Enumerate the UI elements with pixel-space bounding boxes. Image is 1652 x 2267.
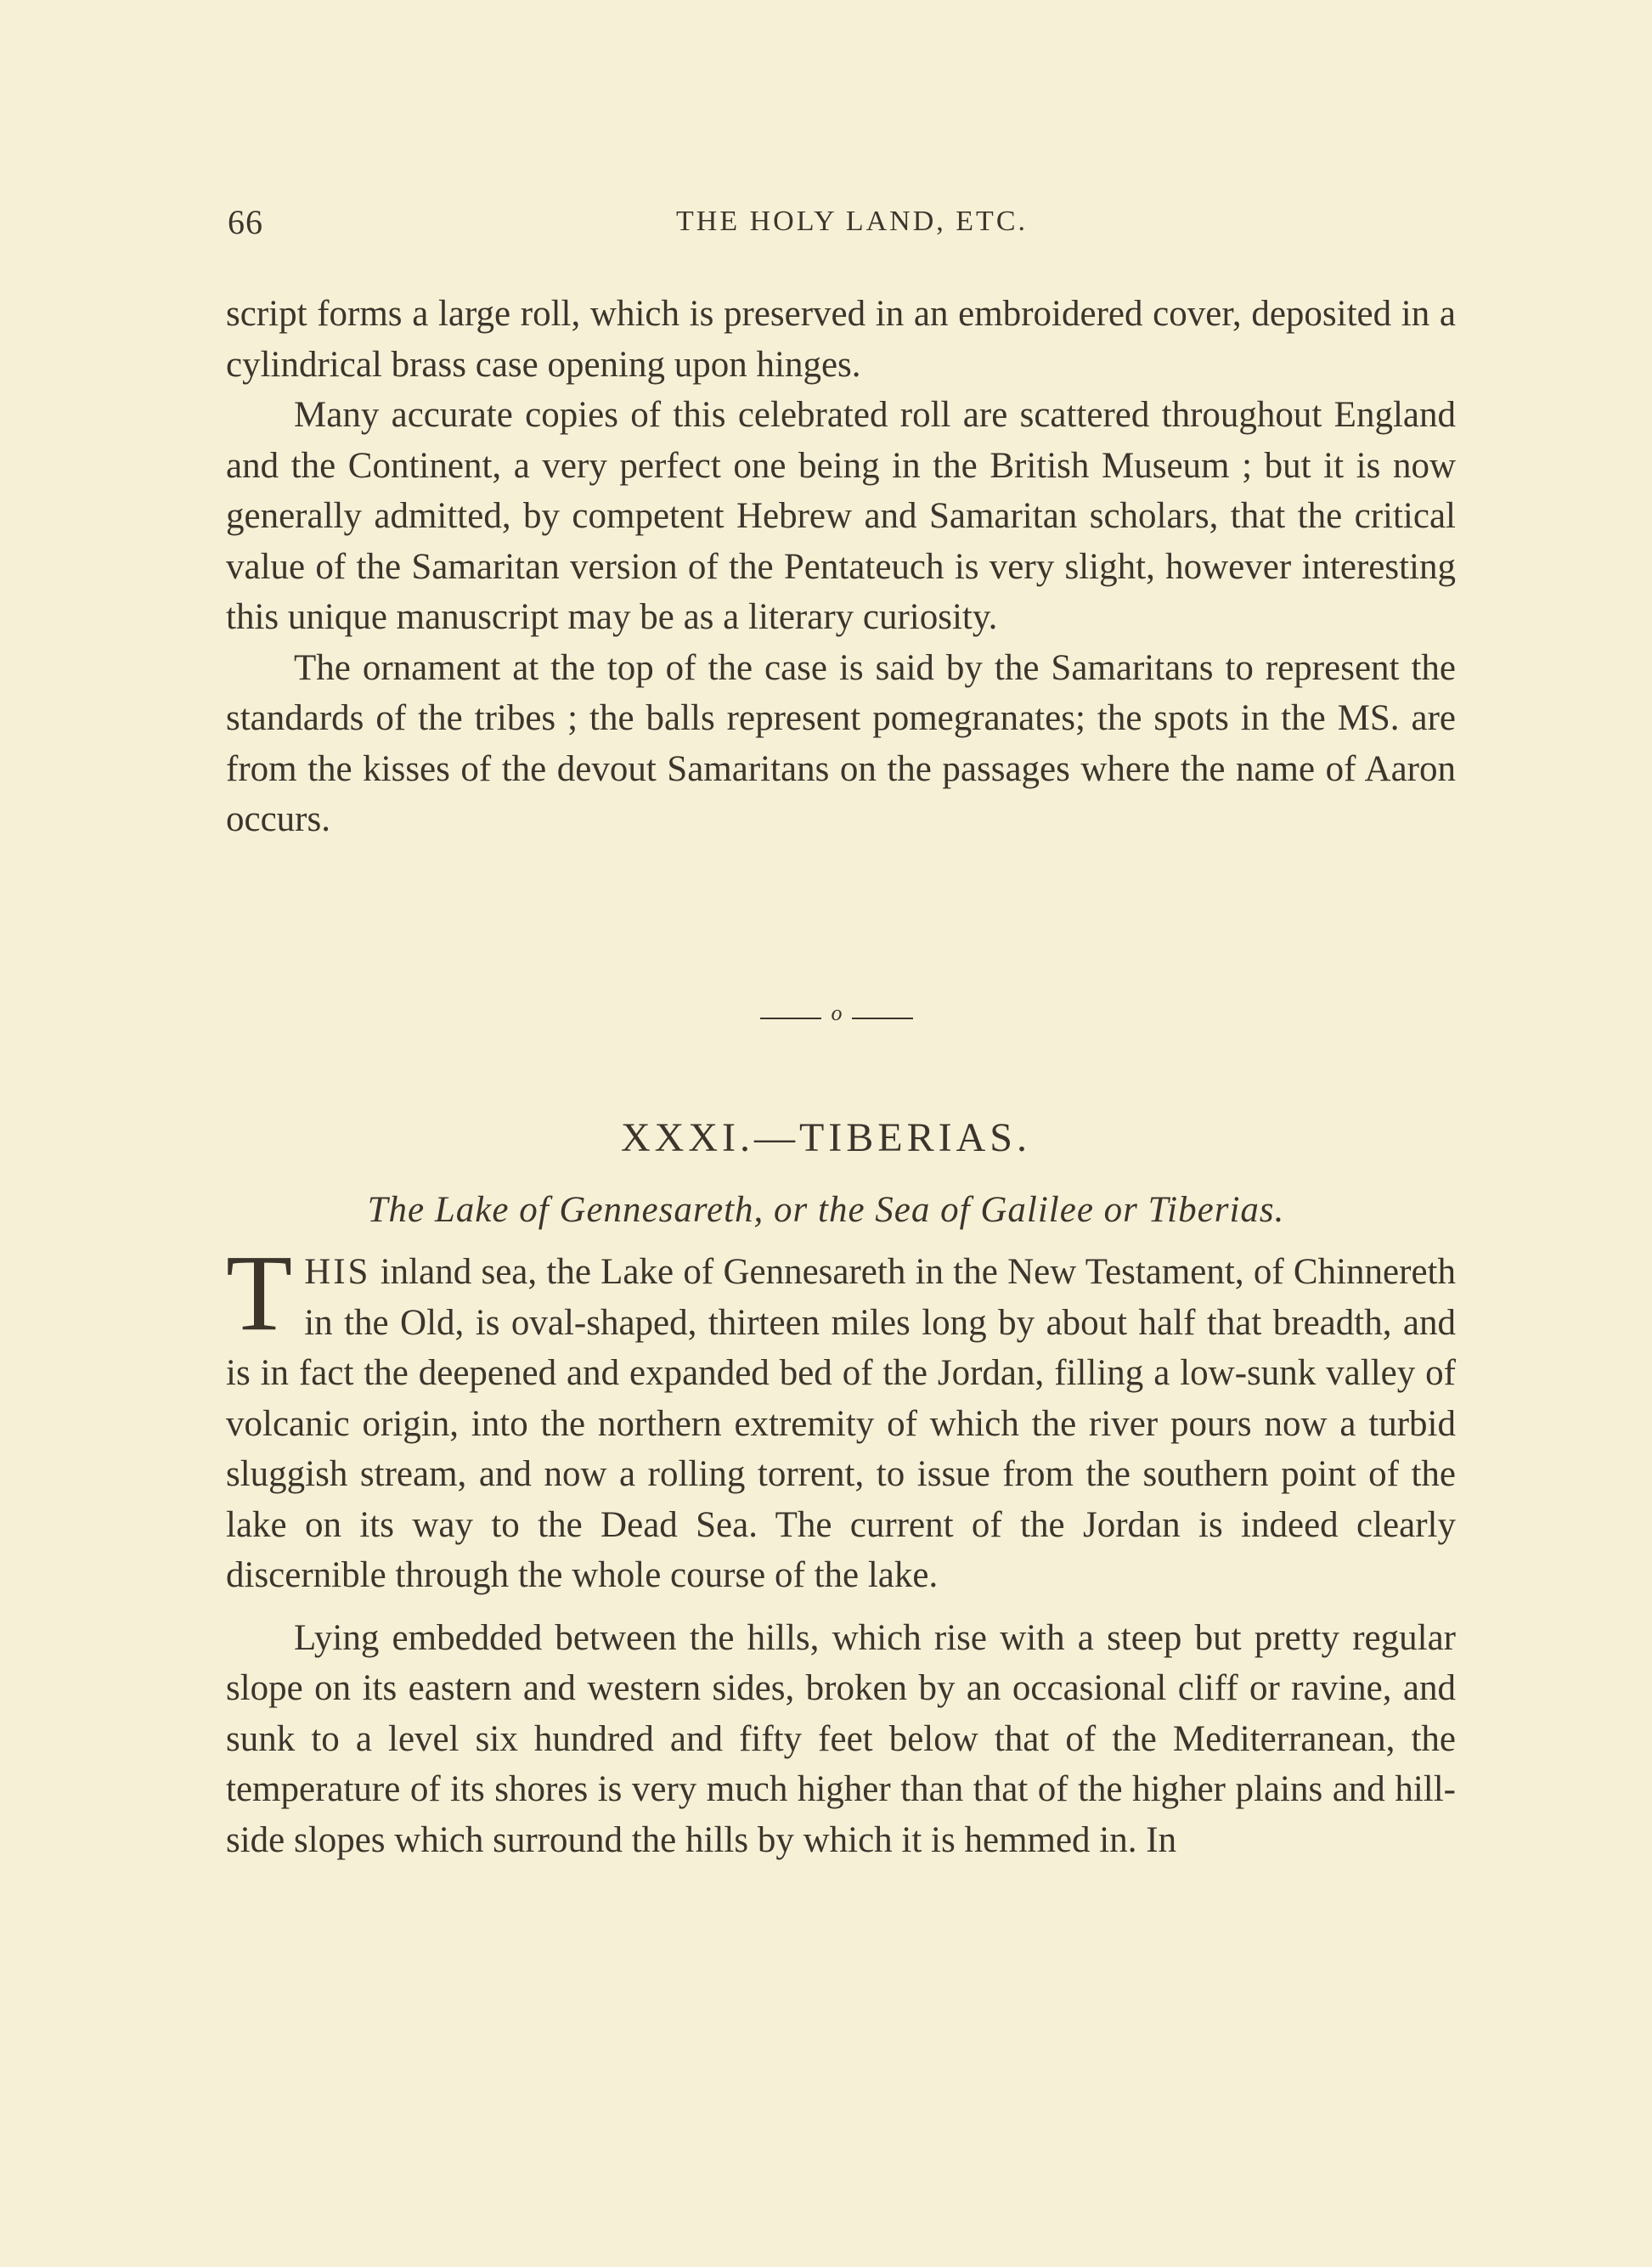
divider-rule-right — [852, 1018, 913, 1019]
tiberias-section — [226, 1232, 1456, 1865]
chapter-title: XXXI.—TIBERIAS. — [621, 1115, 1031, 1160]
running-title: THE HOLY LAND, ETC. — [676, 206, 1028, 237]
paragraph-lake-description — [226, 1232, 1456, 1601]
divider-rule-left — [760, 1018, 821, 1019]
page-header — [228, 202, 1476, 253]
chapter-subtitle: The Lake of Gennesareth, or the Sea of Galilee or Tiberias. — [367, 1190, 1285, 1230]
paragraph-lake-temperature: Lying embedded between the hills, which rise with a steep but pretty regular slope on its eastern and western sides, broken by an occasional cliff or ravine, and sunk to a level six hundred and fifty feet below that of the Mediterranean, the temperature of its shores is very much higher than that of the higher plains and hill-side slopes which surround the hills by which it is hemmed in. In — [226, 1617, 1456, 1860]
page-number: 66 — [228, 203, 263, 241]
paragraph-continuation: script forms a large roll, which is preserved in an embroidered cover, deposited in a cylindrical brass case opening upon hinges. — [226, 294, 1456, 385]
paragraph-ornament: The ornament at the top of the case is said by the Samaritans to represent the standards of the tribes ; the balls represent pomegranates; the spots in the MS. are from the kisses of the devout Samaritans on the passages where the name of Aaron occurs. — [226, 647, 1456, 839]
lead-small-caps: HIS — [304, 1252, 371, 1292]
drop-cap: T — [226, 1232, 293, 1353]
paragraph-lake-text: inland sea, the Lake of Gennesareth in the New Testament, of Chinnereth in the Old, is oval-shaped, thirteen miles long by about half that breadth, and is in fact the deepened and expanded bed of the Jordan, filling a low-sunk valley of volcanic origin, into the northern extremity of which the river pours now a turbid sluggish stream, and now a rolling torrent, to issue from the southern point of the lake on its way to the Dead Sea. The current of the Jordan is indeed clearly discernible through the whole course of the lake. — [226, 1252, 1456, 1595]
section-divider — [760, 1001, 913, 1035]
samaritan-section — [226, 289, 1456, 845]
paragraph-copies: Many accurate copies of this celebrated roll are scattered throughout England and the Continent, a very perfect one being in the British Museum ; but it is now generally admitted, by competent Hebrew and Samaritan scholars, that the critical value of the Samaritan version of the Pentateuch is very slight, however interesting this unique manuscript may be as a literary curiosity. — [226, 395, 1456, 637]
divider-glyph: o — [831, 1001, 843, 1025]
